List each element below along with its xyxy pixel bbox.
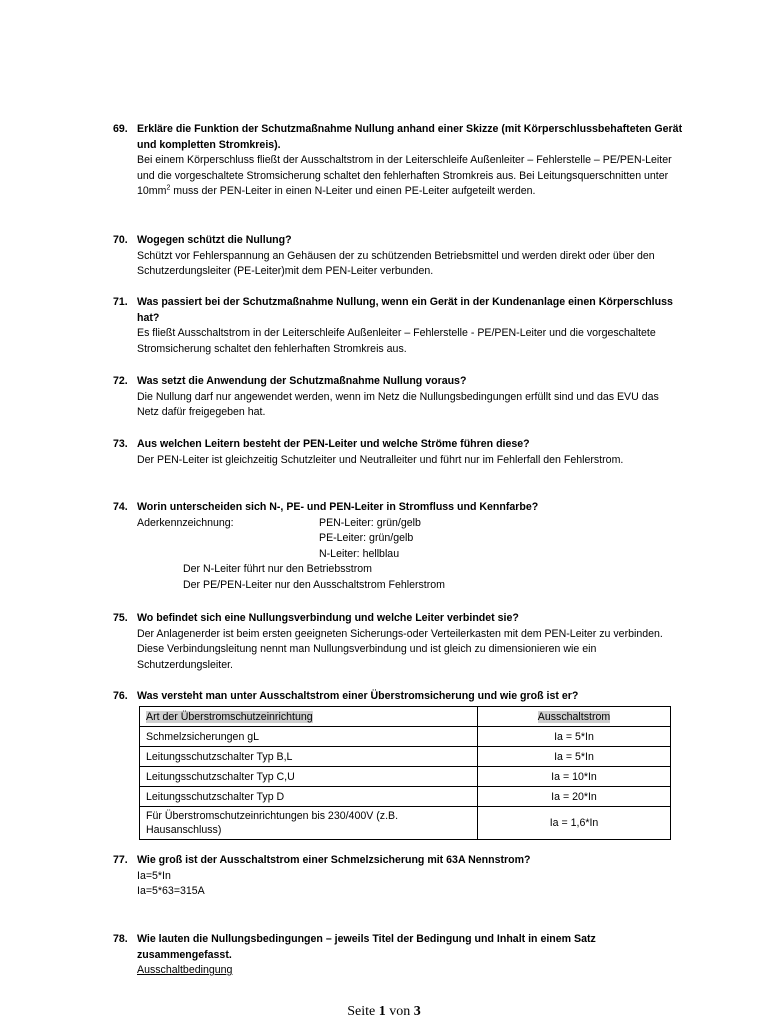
total-page-count: 3 [413,1004,421,1019]
question-text: Was versteht man unter Ausschaltstrom einer Überstromsicherung und wie groß ist er? [137,690,579,702]
answer-text: Es fließt Ausschaltstrom in der Leiterschleife Außenleiter – Fehlerstelle - PE/PEN-Leiter und die vorgeschaltete Stromsicherung schaltet den fehlerhaften Stromkreis aus. [137,327,656,355]
question-73 [113,437,683,468]
question-number: 75. [113,612,128,624]
wire-color-pe: PE-Leiter: grün/gelb [319,532,414,545]
table-cell: Leitungsschutzschalter Typ C,U [140,767,478,787]
question-number: 77. [113,854,128,866]
question-69 [113,122,683,200]
wire-color-n: N-Leiter: hellblau [319,547,400,560]
question-text: Wo befindet sich eine Nullungsverbindung und welche Leiter verbindet sie? [137,612,519,624]
question-71 [113,295,683,357]
question-number: 69. [113,123,128,135]
table-cell: Leitungsschutzschalter Typ B,L [140,747,478,767]
question-number: 73. [113,438,128,450]
question-number: 70. [113,234,128,246]
answer-text: Die Nullung darf nur angewendet werden, wenn im Netz die Nullungsbedingungen erfüllt sind und das EVU das Netz dafür freigegeben hat. [137,390,659,419]
table-header: Ausschaltstrom [478,707,671,727]
wire-color-pen: PEN-Leiter: grün/gelb [319,516,421,529]
question-text: Aus welchen Leitern besteht der PEN-Leiter und welche Ströme führen diese? [137,438,530,450]
answer-heading: Ausschaltbedingung [137,964,233,977]
question-number: 78. [113,933,128,945]
question-text: Erkläre die Funktion der Schutzmaßnahme Nullung anhand einer Skizze (mit Körperschlussbehafteten Gerät und kompletten Stromkreis). [137,123,683,151]
question-74 [113,500,683,594]
question-number: 72. [113,375,128,387]
question-number: 76. [113,690,128,702]
question-76 [113,689,683,705]
table-row [140,787,671,807]
answer-text: Der PEN-Leiter ist gleichzeitig Schutzleiter und Neutralleiter und führt nur im Fehlerfall den Fehlerstrom. [137,453,624,466]
question-number: 74. [113,501,128,513]
question-text: Wie groß ist der Ausschaltstrom einer Schmelzsicherung mit 63A Nennstrom? [137,854,531,866]
breaking-current-table [139,706,671,840]
table-cell: Für Überstromschutzeinrichtungen bis 230/400V (z.B. Hausanschluss) [140,807,478,840]
question-text: Was setzt die Anwendung der Schutzmaßnahme Nullung voraus? [137,375,467,387]
question-72 [113,374,683,421]
footer-middle: von [385,1004,414,1019]
answer-line: Ia=5*63=315A [137,885,205,898]
question-70 [113,233,683,280]
current-flow-pe-pen: Der PE/PEN-Leiter nur den Ausschaltstrom Fehlerstrom [183,578,445,591]
table-cell: Ia = 1,6*In [478,807,671,840]
question-75 [113,611,683,673]
question-text: Worin unterscheiden sich N-, PE- und PEN-Leiter in Stromfluss und Kennfarbe? [137,501,539,513]
table-cell: Ia = 5*In [478,727,671,747]
answer-text: Schützt vor Fehlerspannung an Gehäusen der zu schützenden Betriebsmittel und werden direkt oder über den Schutzerdungsleiter (PE-Leiter)mit dem PEN-Leiter verbunden. [137,249,655,278]
question-78 [113,932,683,979]
table-row [140,727,671,747]
current-page-number: 1 [378,1004,386,1019]
answer-line: Ia=5*In [137,869,171,882]
table-row [140,767,671,787]
table-cell: Leitungsschutzschalter Typ D [140,787,478,807]
question-text: Wie lauten die Nullungsbedingungen – jeweils Titel der Bedingung und Inhalt in einem Satz zusammengefasst. [137,933,596,961]
question-text: Was passiert bei der Schutzmaßnahme Nullung, wenn ein Gerät in der Kundenanlage einen Körperschluss hat? [137,296,673,324]
question-number: 71. [113,296,128,308]
answer-text: Bei einem Körperschluss fließt der Ausschaltstrom in der Leiterschleife Außenleiter – Fehlerstelle – PE/PEN-Leiter und die vorgeschaltete Stromsicherung schaltet den fehlerhaften Stromkreis aus. Bei Leitungsquerschnitten unter $10mm^2$ muss der PEN-Leiter in einen N-Leiter und einen PE-Leiter aufgeteilt werden. [137,154,672,198]
table-cell: Ia = 10*In [478,767,671,787]
table-cell: Ia = 20*In [478,787,671,807]
question-77 [113,853,683,900]
table-header: Art der Überstromschutzeinrichtung [140,707,478,727]
answer-text: Der Anlagenerder ist beim ersten geeigneten Sicherungs-oder Verteilerkasten mit dem PEN-Leiter zu verbinden. Diese Verbindungsleitung nennt man Nullungsverbindung und ist gleich zu dimensionieren wie ein Schutzerdungsleiter. [137,627,663,671]
table-row [140,807,671,840]
current-flow-n: Der N-Leiter führt nur den Betriebsstrom [183,563,372,576]
table-cell: Ia = 5*In [478,747,671,767]
table-header-row [140,707,671,727]
page-footer [0,1004,768,1020]
wire-color-label: Aderkennzeichnung: [137,516,234,529]
question-text: Wogegen schützt die Nullung? [137,234,292,246]
footer-prefix: Seite [347,1004,379,1019]
table-row [140,747,671,767]
table-cell: Schmelzsicherungen gL [140,727,478,747]
